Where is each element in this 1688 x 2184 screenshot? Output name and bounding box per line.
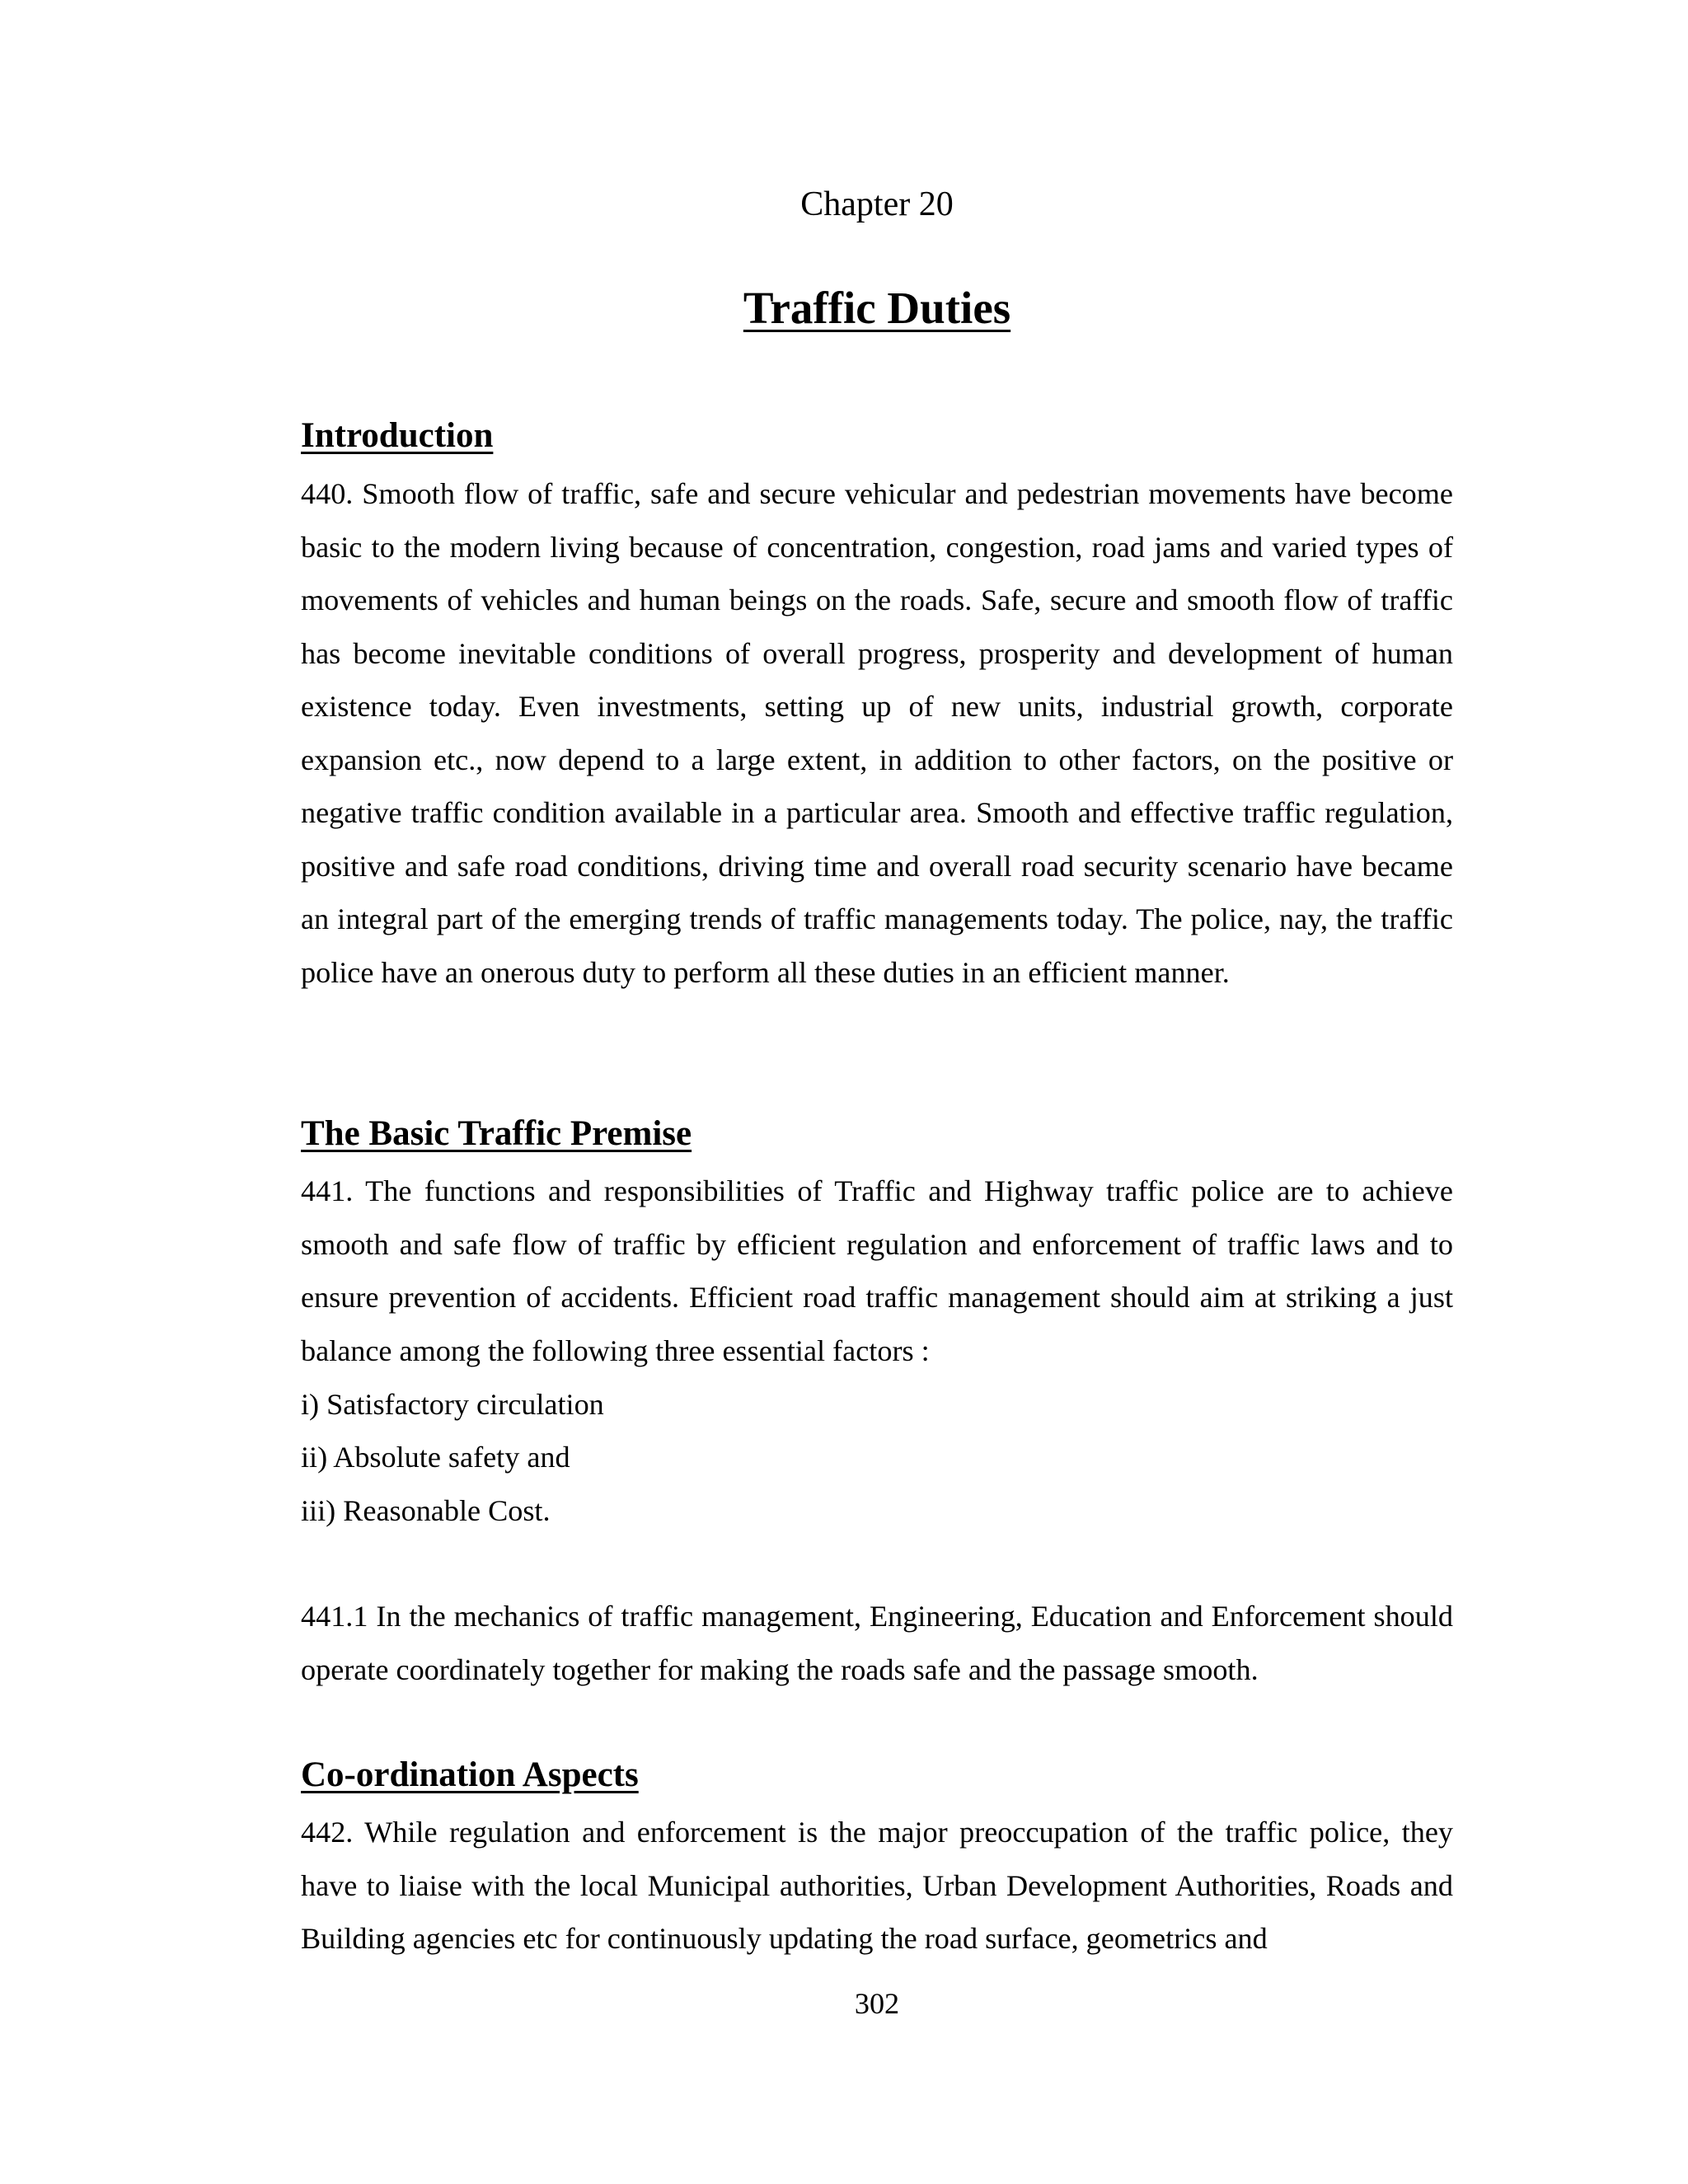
- paragraph-441-1: 441.1 In the mechanics of traffic management, Engineering, Education and Enforcement should operate coordinately together for making the roads safe and the passage smooth.: [301, 1600, 1453, 1686]
- chapter-label: Chapter 20: [800, 185, 954, 223]
- paragraph-440: 440. Smooth flow of traffic, safe and secure vehicular and pedestrian movements have become basic to the modern living because of concentration, congestion, road jams and varied types of movements of vehicles and human beings on the roads. Safe, secure and smooth flow of traffic has become inevitable conditions of overall progress, prosperity and development of human existence today. Even investments, setting up of new units, industrial growth, corporate expansion etc., now depend to a large extent, in addition to other factors, on the positive or negative traffic condition available in a particular area. Smooth and effective traffic regulation, positive and safe road conditions, driving time and overall road security scenario have became an integral part of the emerging trends of traffic managements today. The police, nay, the traffic police have an onerous duty to perform all these duties in an efficient manner.: [301, 477, 1453, 989]
- factor-list-item: ii) Absolute safety and: [301, 1441, 570, 1474]
- section-heading-basic-premise: The Basic Traffic Premise: [301, 1114, 692, 1153]
- page-number: 302: [854, 1987, 900, 2020]
- chapter-title: Traffic Duties: [743, 283, 1011, 333]
- paragraph-441: 441. The functions and responsibilities of Traffic and Highway traffic police are to achieve smooth and safe flow of traffic by efficient regulation and enforcement of traffic laws and to ensure prevention of accidents. Efficient road traffic management should aim at striking a just balance among the following three essential factors :: [301, 1174, 1453, 1367]
- section-heading-introduction: Introduction: [301, 416, 494, 455]
- factor-list-item: iii) Reasonable Cost.: [301, 1494, 551, 1527]
- section-heading-coordination: Co-ordination Aspects: [301, 1755, 639, 1794]
- paragraph-442: 442. While regulation and enforcement is the major preoccupation of the traffic police, they have to liaise with the local Municipal authorities, Urban Development Authorities, Roads and Building agencies etc for continuously updating the road surface, geometrics and: [301, 1816, 1453, 1955]
- factor-list-item: i) Satisfactory circulation: [301, 1388, 604, 1421]
- document-page: [301, 0, 1453, 2184]
